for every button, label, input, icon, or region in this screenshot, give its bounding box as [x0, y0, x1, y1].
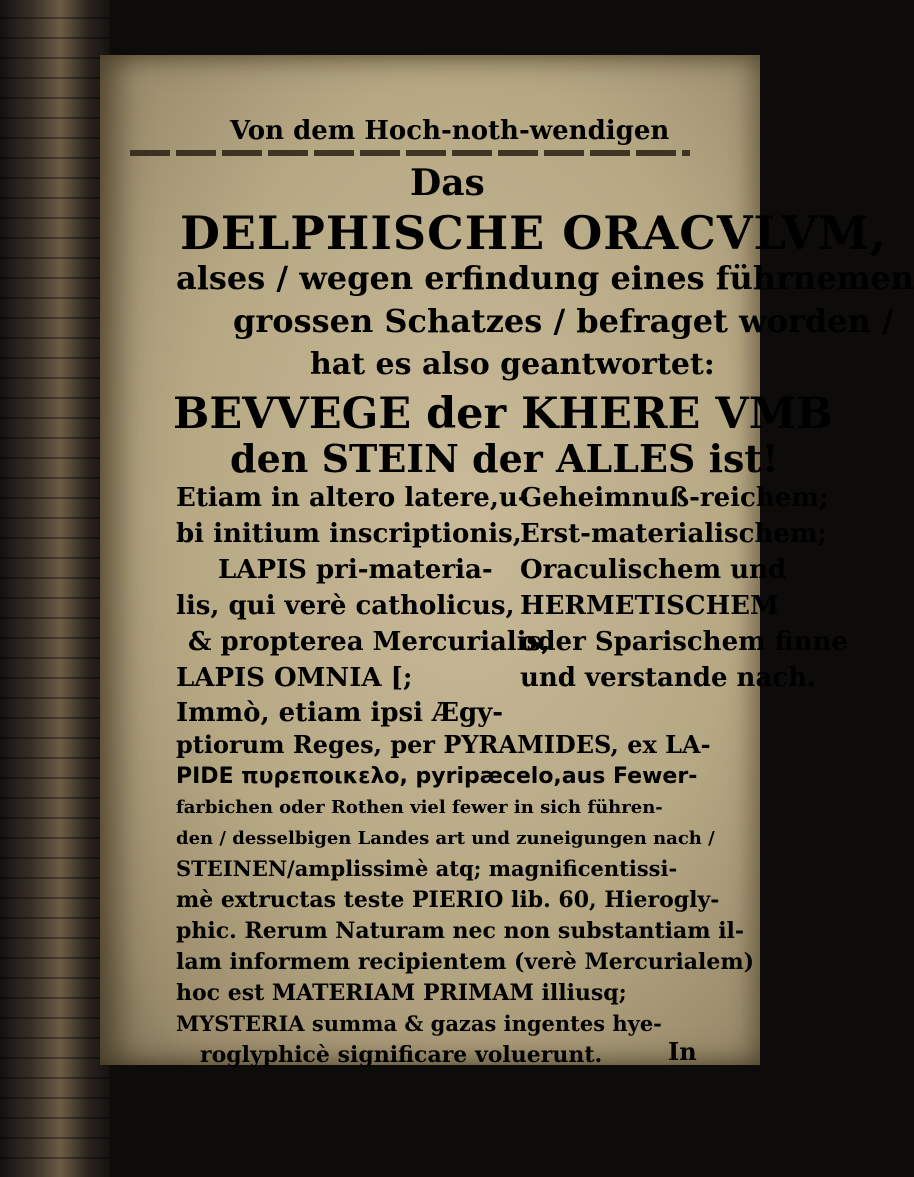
body-line: PIDE πυρεποικελο, pyripæcelo,aus Fewer-	[176, 764, 698, 789]
right-column-line: Erst-materialischem;	[520, 519, 828, 549]
title-line-3: hat es also geantwortet:	[310, 347, 715, 382]
motto-line-2: den STEIN der ALLES ist!	[230, 436, 779, 481]
motto-line-1: BEVVEGE der KHERE VMB	[173, 389, 833, 439]
left-column-line: LAPIS OMNIA [;	[176, 663, 413, 693]
body-line: mè extructas teste PIERIO lib. 60, Hierogly-	[176, 887, 720, 913]
right-column	[520, 480, 848, 696]
left-column-line: LAPIS pri-materia-	[218, 555, 493, 585]
left-column-line: lis, qui verè catholicus,	[176, 591, 515, 621]
body-line: lam informem recipientem (verè Mercurialem)	[176, 949, 755, 975]
body-line: farbichen oder Rothen viel fewer in sich führen-	[176, 797, 663, 818]
book-spine	[0, 0, 110, 1177]
title-line-2: grossen Schatzes / befraget worden /	[233, 302, 894, 340]
body-line: Immò, etiam ipsi Ægy-	[176, 698, 504, 728]
left-column-line: bi initium inscriptionis,	[176, 519, 522, 549]
right-column-line: Oraculischem und	[520, 555, 787, 585]
left-column	[176, 480, 551, 696]
right-column-line: HERMETISCHEM	[520, 591, 779, 621]
body-line: hoc est MATERIAM PRIMAM illiusq;	[176, 980, 627, 1006]
title-oraculum: DELPHISCHE ORACVLVM,	[180, 206, 888, 260]
title-das: Das	[410, 162, 485, 204]
title-line-1: alses / wegen erfindung eines führnemen	[176, 259, 914, 297]
right-column-line: und verstande nach.	[520, 663, 817, 693]
left-column-line: & propterea Mercurialis,	[188, 627, 551, 657]
header-rule	[130, 150, 690, 156]
body-line: roglyphicè significare voluerunt.	[200, 1042, 603, 1068]
body-line: ptiorum Reges, per PYRAMIDES, ex LA-	[176, 730, 711, 759]
running-title: Von dem Hoch-noth-wendigen	[230, 116, 670, 146]
body-line: MYSTERIA summa & gazas ingentes hye-	[176, 1011, 662, 1036]
catchword: In	[668, 1037, 697, 1066]
right-column-line: Geheimnuß-reichem;	[520, 483, 829, 513]
body-line: den / desselbigen Landes art und zuneigungen nach /	[176, 828, 715, 849]
body-line: phic. Rerum Naturam nec non substantiam il-	[176, 918, 745, 944]
body-line: STEINEN/amplissimè atq; magnificentissi-	[176, 856, 678, 881]
left-column-line: Etiam in altero latere,u-	[176, 483, 529, 513]
right-column-line: oder Sparischem finne	[520, 627, 848, 657]
